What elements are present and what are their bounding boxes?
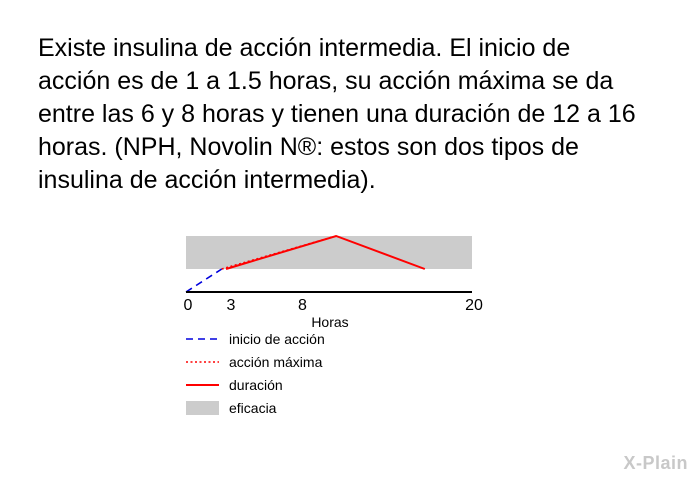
x-tick-label: 20 — [465, 297, 483, 314]
efficacy-band — [186, 236, 472, 269]
legend-label: eficacia — [229, 400, 277, 416]
x-tick-label: 8 — [297, 297, 307, 314]
x-tick-label: 3 — [226, 297, 236, 314]
xplain-logo: X-Plain — [623, 453, 688, 473]
series-line-onset — [186, 269, 222, 292]
legend-label: duración — [229, 377, 283, 393]
x-tick-label: 0 — [183, 297, 193, 314]
legend-label: acción máxima — [229, 354, 323, 370]
intro-paragraph: Existe insulina de acción intermedia. El inicio de acción es de 1 a 1.5 horas, su acción máxima se da entre las 6 y 8 horas y tienen una duración de 12 a 16 horas. (NPH, Novolin N®: estos son dos tipos de insulina de acción intermedia). — [38, 34, 636, 194]
legend-label: inicio de acción — [229, 331, 325, 347]
legend-swatch-efficacy — [186, 401, 219, 415]
x-axis-title: Horas — [311, 314, 349, 330]
